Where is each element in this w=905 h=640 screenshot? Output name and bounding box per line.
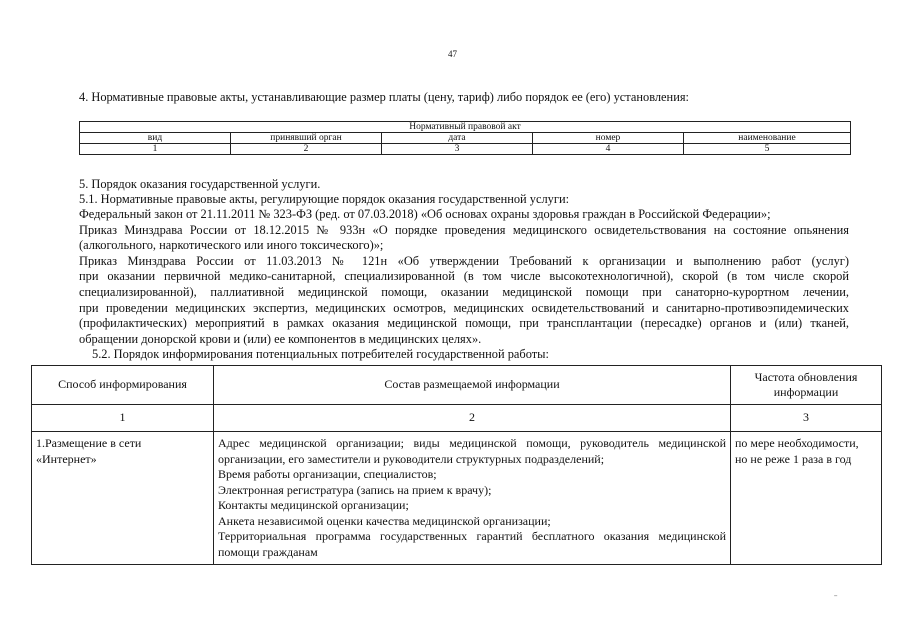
table1-header-issuer: принявший орган <box>231 133 382 144</box>
laws-block <box>79 207 849 363</box>
law-121n-line-1: Приказ Минздрава России от 11.03.2013 № 121н «Об утверждении Требований к организации и выполнению работ (услуг) <box>79 253 849 268</box>
table2-header-method: Способ информирования <box>32 366 214 405</box>
table1-num-5: 5 <box>684 144 851 155</box>
law-121n-line-6: обращении донорской крови и (или) ее компонентов в медицинских целях». <box>79 331 482 346</box>
law-121n-line-5: (профилактических) мероприятий в рамках оказания медицинской помощи, при трансплантации (пересадке) органов и (или) тканей, <box>79 316 849 331</box>
table2-num-2: 2 <box>214 405 731 432</box>
table1-header-name: наименование <box>684 133 851 144</box>
section-5-1-title: 5.1. Нормативные правовые акты, регулирующие порядок оказания государственной услуги: <box>79 192 570 206</box>
frequency-line-2: но не реже 1 раза в год <box>735 451 852 466</box>
content-line-2: организации, его заместители и руководители структурных подразделений; <box>218 451 605 466</box>
table1-num-4: 4 <box>533 144 684 155</box>
informing-table <box>31 365 882 565</box>
section-5-2-title: 5.2. Порядок информирования потенциальных потребителей государственной работы: <box>92 347 549 362</box>
table2-num-1: 1 <box>32 405 214 432</box>
content-line-1: Адрес медицинской организации; виды медицинской помощи, руководитель медицинской <box>218 436 726 450</box>
table1-header-date: дата <box>382 133 533 144</box>
law-121n-line-4: при проведении медицинских экспертиз, медицинских осмотров, медицинских освидетельствований и санитарно-противоэпидемических <box>79 300 849 315</box>
table2-num-3: 3 <box>731 405 882 432</box>
table2-frequency-cell <box>731 432 882 565</box>
content-line-8: помощи гражданам <box>218 544 318 559</box>
law-121n-line-3: специализированной), паллиативной медицинской помощи, оказании медицинской помощи при санаторно-курортном лечении, <box>79 284 849 299</box>
method-line-2: «Интернет» <box>36 451 97 466</box>
frequency-line-1: по мере необходимости, <box>735 436 859 450</box>
section-4-title: 4. Нормативные правовые акты, устанавливающие размер платы (цену, тариф) либо порядок ее (его) установления: <box>79 90 689 104</box>
content-line-5: Контакты медицинской организации; <box>218 498 409 512</box>
content-line-4: Электронная регистратура (запись на прием к врачу); <box>218 482 492 497</box>
law-933n-line-1: Приказ Минздрава России от 18.12.2015 № 933н «О порядке проведения медицинского освидетельствования на состояние опьянения <box>79 222 849 237</box>
table1-caption: Нормативный правовой акт <box>80 122 851 133</box>
method-line-1: 1.Размещение в сети <box>36 436 142 450</box>
table2-header-frequency: Частота обновления информации <box>731 366 882 405</box>
content-line-3: Время работы организации, специалистов; <box>218 467 437 481</box>
page-number: 47 <box>448 49 457 59</box>
law-121n-line-2: при оказании первичной медико-санитарной, специализированной (в том числе высокотехнологичной), скорой (в том числе скорой <box>79 269 849 284</box>
scan-speck: ˉ <box>834 594 838 605</box>
table2-header-content: Состав размещаемой информации <box>214 366 731 405</box>
table1-num-3: 3 <box>382 144 533 155</box>
table1-num-1: 1 <box>80 144 231 155</box>
table2-method-cell <box>32 432 214 565</box>
table1-header-type: вид <box>80 133 231 144</box>
section-5-title: 5. Порядок оказания государственной услуги. <box>79 177 321 191</box>
normative-act-table <box>79 121 851 155</box>
table1-header-number: номер <box>533 133 684 144</box>
law-federal-323: Федеральный закон от 21.11.2011 № 323-ФЗ (ред. от 07.03.2018) «Об основах охраны здоровья граждан в Российской Федерации»; <box>79 207 771 221</box>
content-line-6: Анкета независимой оценки качества медицинской организации; <box>218 513 551 528</box>
table2-content-cell <box>214 432 731 565</box>
table1-num-2: 2 <box>231 144 382 155</box>
law-933n-line-2: (алкогольного, наркотического или иного токсического)»; <box>79 238 384 253</box>
content-line-7: Территориальная программа государственных гарантий бесплатного оказания медицинской <box>218 529 726 543</box>
